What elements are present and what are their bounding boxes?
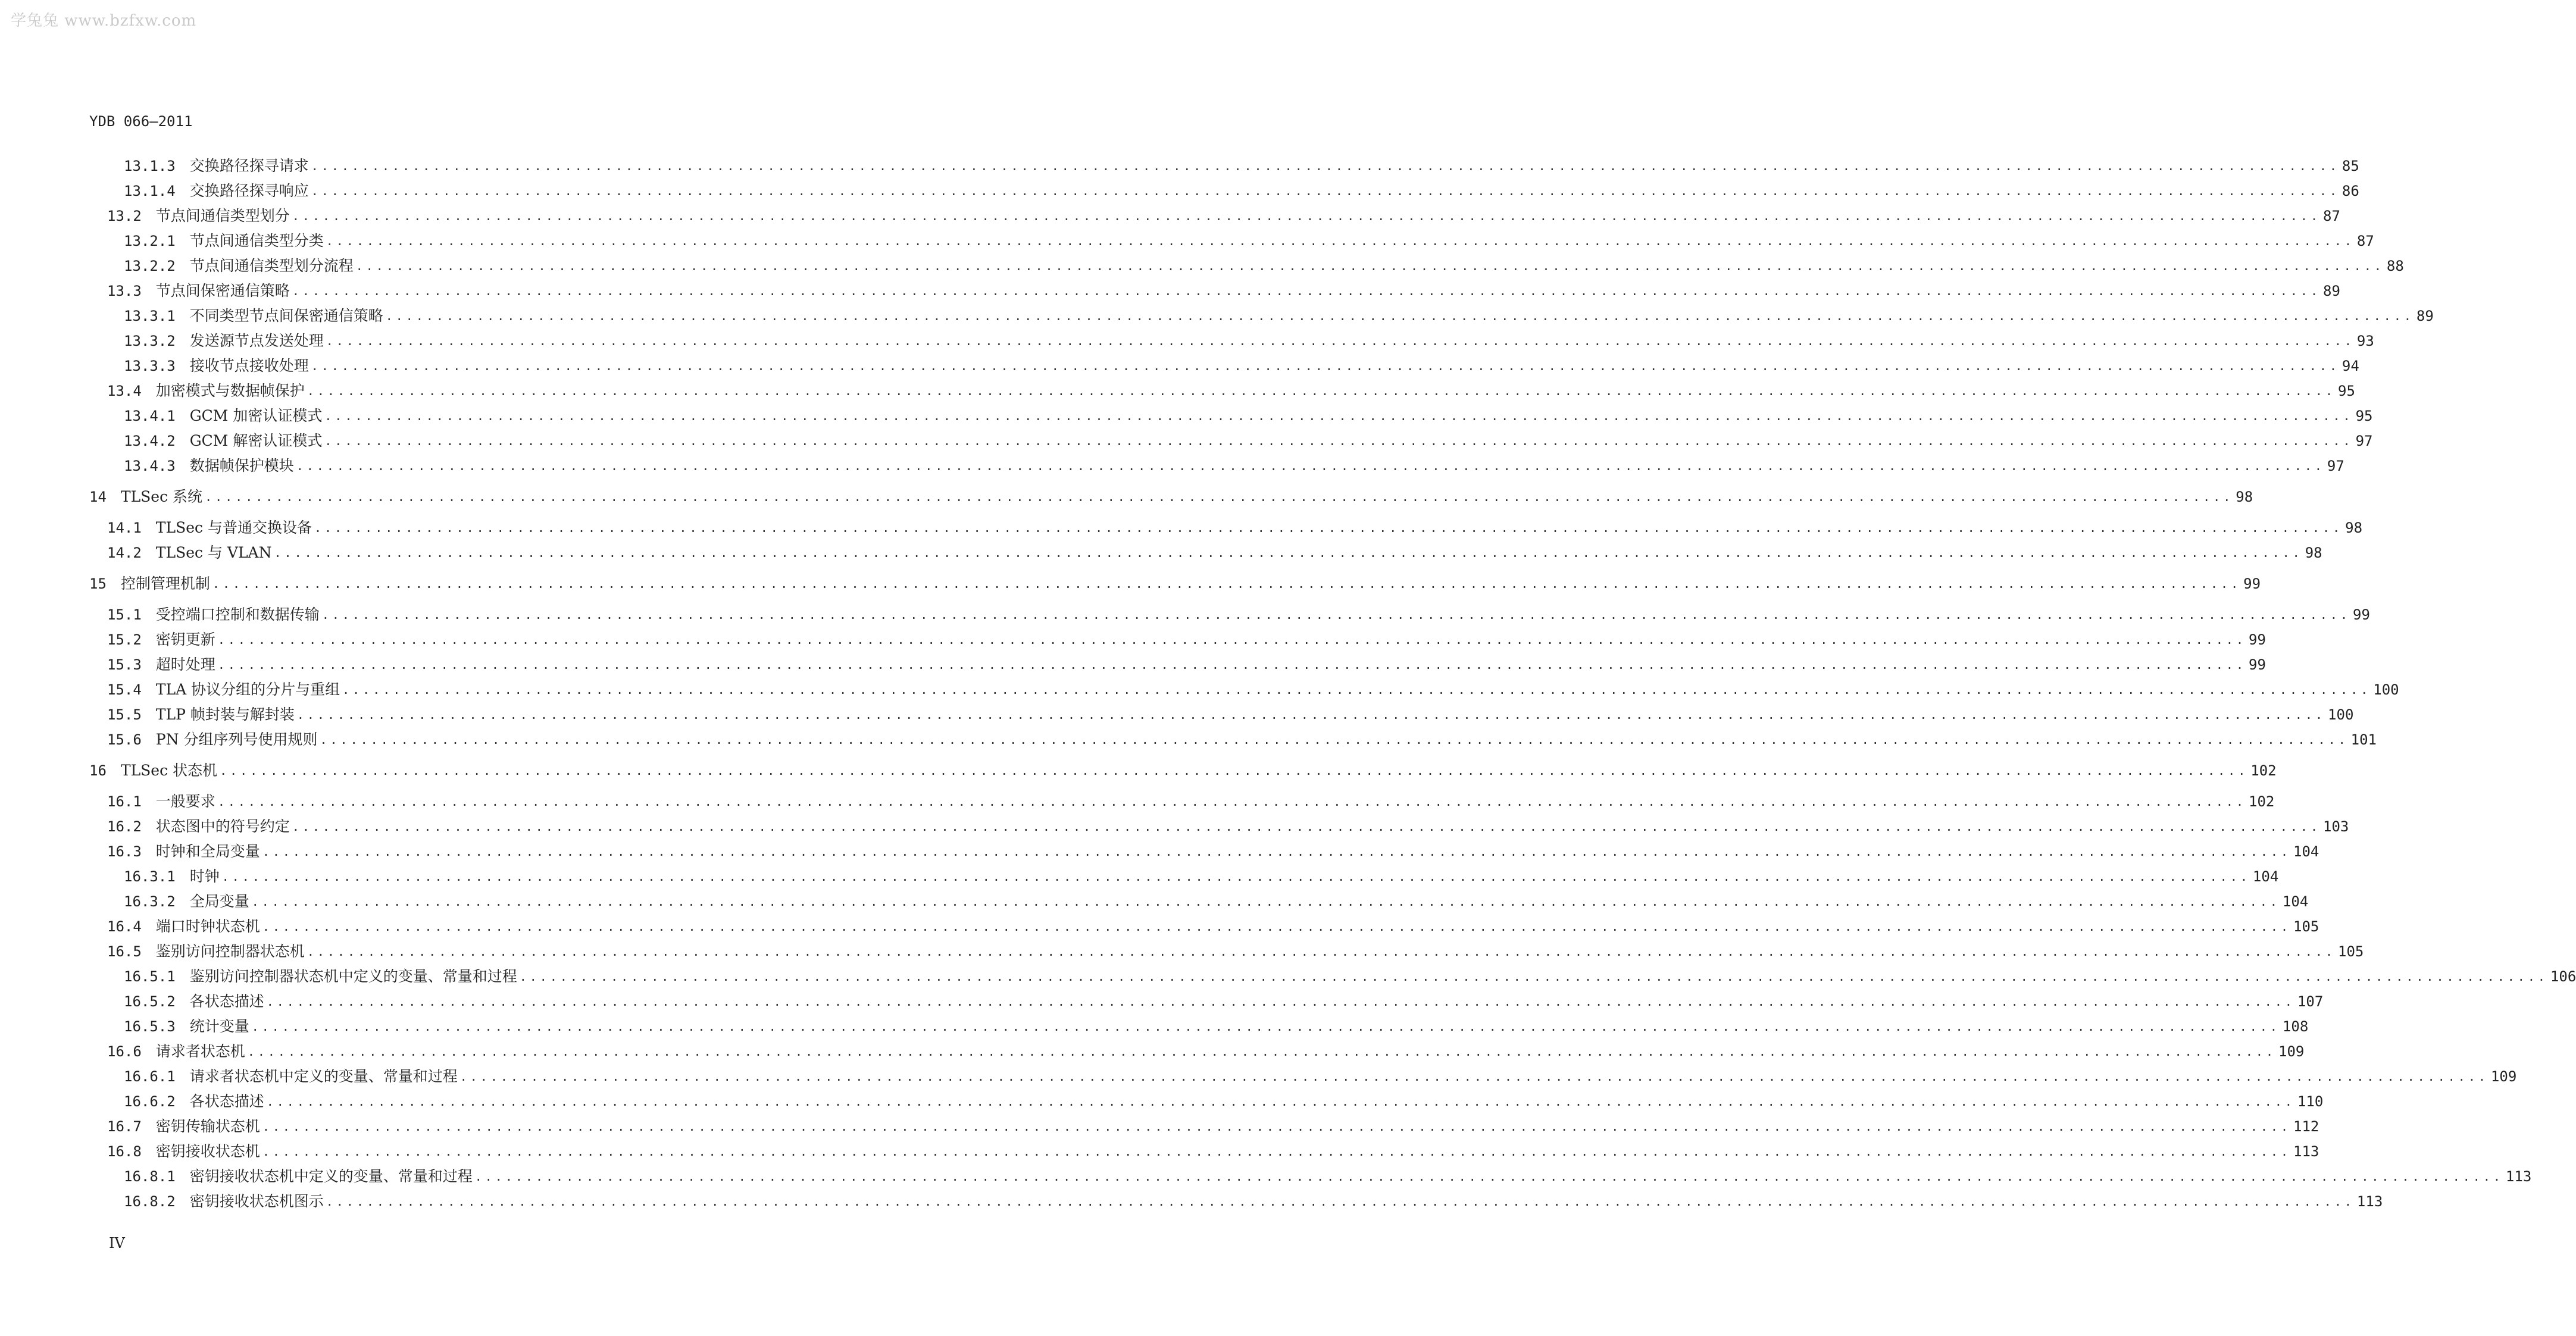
toc-entry-title: 状态图中的符号约定 (155, 818, 290, 835)
toc-entry-number: 16.8 (107, 1143, 142, 1160)
toc-entry-title: GCM 加密认证模式 (189, 407, 323, 424)
toc-entry-number: 15 (89, 575, 107, 592)
toc-entry (124, 989, 2324, 1014)
toc-entry-page: 112 (2293, 1118, 2319, 1135)
toc-entry (124, 254, 2404, 279)
toc-entry (107, 515, 2363, 540)
toc-entry-title: 节点间通信类型分类 (189, 232, 324, 249)
toc-entry-title: TLP 帧封装与解封装 (155, 706, 295, 723)
toc-leader-dots: ........................................................................................................................................................................................................ (251, 894, 2280, 909)
toc-entry (107, 789, 2275, 814)
toc-entry-title: 交换路径探寻响应 (189, 182, 309, 199)
toc-entry-page: 108 (2282, 1018, 2309, 1035)
toc-entry-page: 89 (2323, 283, 2340, 299)
toc-entry-page: 102 (2250, 762, 2277, 779)
toc-entry-number: 16.6 (107, 1043, 142, 1060)
toc-entry (124, 1089, 2324, 1114)
toc-entry-page: 85 (2341, 158, 2359, 174)
toc-entry-page: 101 (2350, 731, 2377, 748)
toc-entry-number: 16.3 (107, 843, 142, 860)
toc-entry-page: 109 (2490, 1068, 2517, 1085)
toc-entry (124, 1189, 2383, 1214)
toc-entry-number: 16.5.1 (124, 968, 176, 985)
toc-leader-dots: ........................................................................................................................................................................................................ (274, 546, 2303, 560)
toc-entry (107, 279, 2340, 304)
toc-entry-page: 99 (2249, 656, 2266, 673)
toc-entry-page: 98 (2236, 489, 2253, 505)
toc-entry-number: 13.3.3 (124, 358, 176, 374)
toc-leader-dots: ........................................................................................................................................................................................................ (262, 919, 2291, 934)
toc-entry-page: 104 (2252, 868, 2279, 885)
toc-leader-dots: ........................................................................................................................................................................................................ (326, 1194, 2355, 1209)
toc-entry-title: 密钥传输状态机 (155, 1118, 260, 1135)
toc-entry-number: 13.4.2 (124, 433, 176, 449)
toc-entry (124, 964, 2576, 989)
toc-entry-number: 13.3.2 (124, 333, 176, 349)
toc-entry-page: 113 (2356, 1193, 2383, 1210)
toc-entry-title: 节点间保密通信策略 (155, 282, 290, 299)
toc-entry (124, 304, 2434, 328)
toc-entry-number: 14.1 (107, 520, 142, 536)
toc-leader-dots: ........................................................................................................................................................................................................ (321, 608, 2351, 622)
toc-entry-title: 全局变量 (189, 893, 249, 910)
toc-leader-dots: ........................................................................................................................................................................................................ (292, 284, 2321, 298)
toc-entry (89, 571, 2261, 596)
toc-entry (107, 602, 2370, 627)
toc-entry-title: 交换路径探寻请求 (189, 157, 309, 174)
toc-leader-dots: ........................................................................................................................................................................................................ (326, 334, 2355, 348)
toc-entry-page: 94 (2341, 358, 2359, 374)
toc-entry-title: 时钟 (189, 868, 220, 885)
toc-entry-title: 鉴别访问控制器状态机 (155, 943, 305, 960)
toc-entry-page: 100 (2328, 706, 2354, 723)
toc-entry-number: 14.2 (107, 545, 142, 561)
toc-entry (89, 758, 2277, 783)
toc-leader-dots: ........................................................................................................................................................................................................ (324, 409, 2353, 423)
page-number: IV (109, 1235, 125, 1251)
toc-leader-dots: ........................................................................................................................................................................................................ (262, 1119, 2291, 1134)
toc-entry-number: 16 (89, 762, 107, 779)
toc-entry-page: 98 (2345, 520, 2363, 536)
toc-entry-number: 14 (89, 489, 107, 505)
toc-entry-number: 13.4.3 (124, 458, 176, 474)
toc-entry-title: 统计变量 (189, 1018, 249, 1035)
toc-entry-number: 16.5 (107, 943, 142, 960)
toc-entry-page: 106 (2550, 968, 2576, 985)
toc-entry (124, 428, 2373, 453)
toc-leader-dots: ........................................................................................................................................................................................................ (220, 764, 2249, 778)
toc-entry-title: 受控端口控制和数据传输 (155, 606, 320, 623)
toc-entry-page: 113 (2293, 1143, 2319, 1160)
toc-entry (124, 328, 2374, 353)
toc-entry-page: 102 (2249, 793, 2275, 810)
toc-entry-number: 16.8.2 (124, 1193, 176, 1210)
toc-entry-title: 密钥接收状态机 (155, 1143, 260, 1160)
toc-leader-dots: ........................................................................................................................................................................................................ (311, 359, 2340, 373)
toc-entry-page: 104 (2282, 893, 2309, 910)
toc-leader-dots: ........................................................................................................................................................................................................ (311, 184, 2340, 198)
toc-entry-title: 密钥接收状态机图示 (189, 1193, 324, 1210)
toc-entry-page: 87 (2356, 233, 2374, 249)
toc-entry (124, 179, 2359, 204)
toc-leader-dots: ........................................................................................................................................................................................................ (296, 459, 2325, 473)
toc-entry (107, 652, 2266, 677)
toc-entry-title: 一般要求 (155, 793, 215, 810)
toc-leader-dots: ........................................................................................................................................................................................................ (217, 633, 2247, 647)
toc-entry-number: 13.3 (107, 283, 142, 299)
toc-entry-title: 接收节点接收处理 (189, 357, 309, 374)
toc-entry-page: 110 (2297, 1093, 2324, 1110)
toc-entry-title: 密钥更新 (155, 631, 215, 648)
toc-entry-title: 端口时钟状态机 (155, 918, 260, 935)
toc-leader-dots: ........................................................................................................................................................................................................ (307, 384, 2336, 398)
toc-entry-number: 13.2 (107, 208, 142, 224)
toc-entry-title: 请求者状态机 (155, 1043, 245, 1060)
toc-entry (124, 453, 2344, 478)
toc-entry (124, 229, 2374, 254)
toc-entry-number: 16.2 (107, 818, 142, 835)
toc-entry (107, 378, 2355, 403)
toc-leader-dots: ........................................................................................................................................................................................................ (307, 944, 2336, 959)
toc-entry-title: PN 分组序列号使用规则 (155, 731, 318, 748)
toc-entry-number: 15.4 (107, 681, 142, 698)
toc-entry-page: 89 (2416, 308, 2434, 324)
toc-entry-number: 15.6 (107, 731, 142, 748)
toc-leader-dots: ........................................................................................................................................................................................................ (262, 844, 2291, 859)
toc-leader-dots: ........................................................................................................................................................................................................ (292, 819, 2321, 834)
toc-entry-number: 13.4 (107, 383, 142, 399)
toc-entry (89, 484, 2253, 509)
toc-leader-dots: ........................................................................................................................................................................................................ (326, 234, 2355, 248)
toc-leader-dots: ........................................................................................................................................................................................................ (355, 259, 2384, 273)
toc-entry-page: 103 (2323, 818, 2349, 835)
toc-entry-page: 100 (2373, 681, 2399, 698)
toc-entry-page: 98 (2305, 545, 2322, 561)
toc-entry-number: 13.2.2 (124, 258, 176, 274)
toc-entry-page: 105 (2338, 943, 2364, 960)
toc-leader-dots: ........................................................................................................................................................................................................ (212, 577, 2242, 591)
toc-leader-dots: ........................................................................................................................................................................................................ (205, 490, 2234, 504)
toc-entry-page: 99 (2243, 575, 2261, 592)
toc-leader-dots: ........................................................................................................................................................................................................ (311, 159, 2340, 173)
toc-entry (107, 814, 2349, 839)
toc-entry-number: 13.1.3 (124, 158, 176, 174)
toc-leader-dots: ........................................................................................................................................................................................................ (266, 1094, 2295, 1109)
toc-entry-title: 控制管理机制 (120, 575, 210, 592)
toc-leader-dots: ........................................................................................................................................................................................................ (247, 1044, 2277, 1059)
toc-entry-title: TLSec 系统 (120, 488, 203, 505)
toc-entry (124, 1064, 2517, 1089)
toc-leader-dots: ........................................................................................................................................................................................................ (292, 209, 2321, 223)
toc-entry-title: 请求者状态机中定义的变量、常量和过程 (189, 1068, 458, 1085)
toc-entry-title: TLSec 与 VLAN (155, 544, 272, 561)
toc-entry-page: 93 (2356, 333, 2374, 349)
toc-entry-number: 13.1.4 (124, 183, 176, 199)
toc-entry-title: 数据帧保护模块 (189, 457, 294, 474)
toc-entry-title: 不同类型节点间保密通信策略 (189, 307, 383, 324)
toc-entry (107, 1114, 2319, 1139)
toc-entry-title: TLSec 状态机 (120, 762, 218, 779)
toc-entry-title: 发送源节点发送处理 (189, 332, 324, 349)
toc-entry (107, 839, 2319, 864)
toc-entry-number: 16.6.2 (124, 1093, 176, 1110)
toc-entry (107, 627, 2266, 652)
toc-entry (107, 727, 2377, 752)
watermark: 学兔兔 www.bzfxw.com (11, 12, 197, 30)
toc-entry (107, 540, 2322, 565)
toc-entry-title: 各状态描述 (189, 1093, 264, 1110)
toc-entry-title: 节点间通信类型划分流程 (189, 257, 354, 274)
toc-entry-number: 16.8.1 (124, 1168, 176, 1185)
toc-entry-number: 15.2 (107, 631, 142, 648)
toc-entry-number: 16.3.2 (124, 893, 176, 910)
toc-leader-dots: ........................................................................................................................................................................................................ (262, 1144, 2291, 1159)
toc-leader-dots: ........................................................................................................................................................................................................ (385, 309, 2414, 323)
toc-entry-number: 16.3.1 (124, 868, 176, 885)
toc-entry-page: 99 (2353, 606, 2370, 623)
toc-leader-dots: ........................................................................................................................................................................................................ (217, 658, 2247, 672)
toc-entry-page: 87 (2323, 208, 2340, 224)
toc-entry-number: 13.3.1 (124, 308, 176, 324)
toc-leader-dots: ........................................................................................................................................................................................................ (221, 869, 2250, 884)
toc-entry-page: 97 (2327, 458, 2344, 474)
page-header: YDB 066—2011 (89, 113, 193, 130)
toc-entry-page: 97 (2355, 433, 2373, 449)
toc-entry-title: 各状态描述 (189, 993, 264, 1010)
toc-entry (124, 1014, 2309, 1039)
toc-entry-title: TLA 协议分组的分片与重组 (155, 681, 340, 698)
toc-entry-number: 16.4 (107, 918, 142, 935)
toc-entry-number: 15.1 (107, 606, 142, 623)
toc-entry-title: TLSec 与普通交换设备 (155, 519, 312, 536)
toc-entry-title: 超时处理 (155, 656, 215, 673)
toc-entry-page: 104 (2293, 843, 2319, 860)
toc-entry-number: 16.1 (107, 793, 142, 810)
toc-entry (124, 403, 2373, 428)
toc-entry-number: 16.6.1 (124, 1068, 176, 1085)
toc-entry-page: 107 (2297, 993, 2324, 1010)
toc-entry-title: 加密模式与数据帧保护 (155, 382, 305, 399)
toc-entry-number: 16.7 (107, 1118, 142, 1135)
toc-entry-title: 节点间通信类型划分 (155, 207, 290, 224)
toc-entry (124, 1164, 2532, 1189)
toc-entry-title: 鉴别访问控制器状态机中定义的变量、常量和过程 (189, 968, 517, 985)
toc-entry (124, 154, 2359, 179)
toc-entry (107, 939, 2364, 964)
toc-entry-page: 88 (2386, 258, 2404, 274)
toc-entry-title: GCM 解密认证模式 (189, 432, 323, 449)
toc-entry (107, 677, 2399, 702)
toc-entry-page: 95 (2338, 383, 2355, 399)
toc-entry-number: 13.4.1 (124, 408, 176, 424)
toc-leader-dots: ........................................................................................................................................................................................................ (251, 1019, 2280, 1034)
toc-entry (107, 702, 2354, 727)
toc-entry-number: 13.2.1 (124, 233, 176, 249)
toc-entry-number: 16.5.3 (124, 1018, 176, 1035)
toc-leader-dots: ........................................................................................................................................................................................................ (474, 1169, 2503, 1184)
toc-leader-dots: ........................................................................................................................................................................................................ (519, 969, 2548, 984)
toc-leader-dots: ........................................................................................................................................................................................................ (266, 994, 2295, 1009)
toc-entry (107, 914, 2319, 939)
toc-leader-dots: ........................................................................................................................................................................................................ (324, 434, 2353, 448)
toc-entry-page: 99 (2249, 631, 2266, 648)
toc-entry-title: 时钟和全局变量 (155, 843, 260, 860)
toc-leader-dots: ........................................................................................................................................................................................................ (320, 733, 2349, 747)
toc-entry-number: 16.5.2 (124, 993, 176, 1010)
toc-leader-dots: ........................................................................................................................................................................................................ (217, 794, 2247, 809)
toc-leader-dots: ........................................................................................................................................................................................................ (342, 683, 2371, 697)
toc-entry (124, 889, 2309, 914)
toc-entry-page: 109 (2278, 1043, 2305, 1060)
toc-leader-dots: ........................................................................................................................................................................................................ (459, 1069, 2489, 1084)
toc-entry-page: 113 (2505, 1168, 2532, 1185)
toc-entry (124, 864, 2279, 889)
toc-entry-number: 15.3 (107, 656, 142, 673)
toc-entry (107, 1139, 2319, 1164)
toc-entry (107, 204, 2340, 229)
toc-entry (124, 353, 2359, 378)
toc-entry-page: 86 (2341, 183, 2359, 199)
toc-entry-number: 15.5 (107, 706, 142, 723)
toc-leader-dots: ........................................................................................................................................................................................................ (314, 521, 2343, 535)
toc-entry (107, 1039, 2305, 1064)
toc-entry-page: 105 (2293, 918, 2319, 935)
toc-entry-page: 95 (2355, 408, 2373, 424)
toc-leader-dots: ........................................................................................................................................................................................................ (296, 708, 2326, 722)
toc-entry-title: 密钥接收状态机中定义的变量、常量和过程 (189, 1168, 473, 1185)
